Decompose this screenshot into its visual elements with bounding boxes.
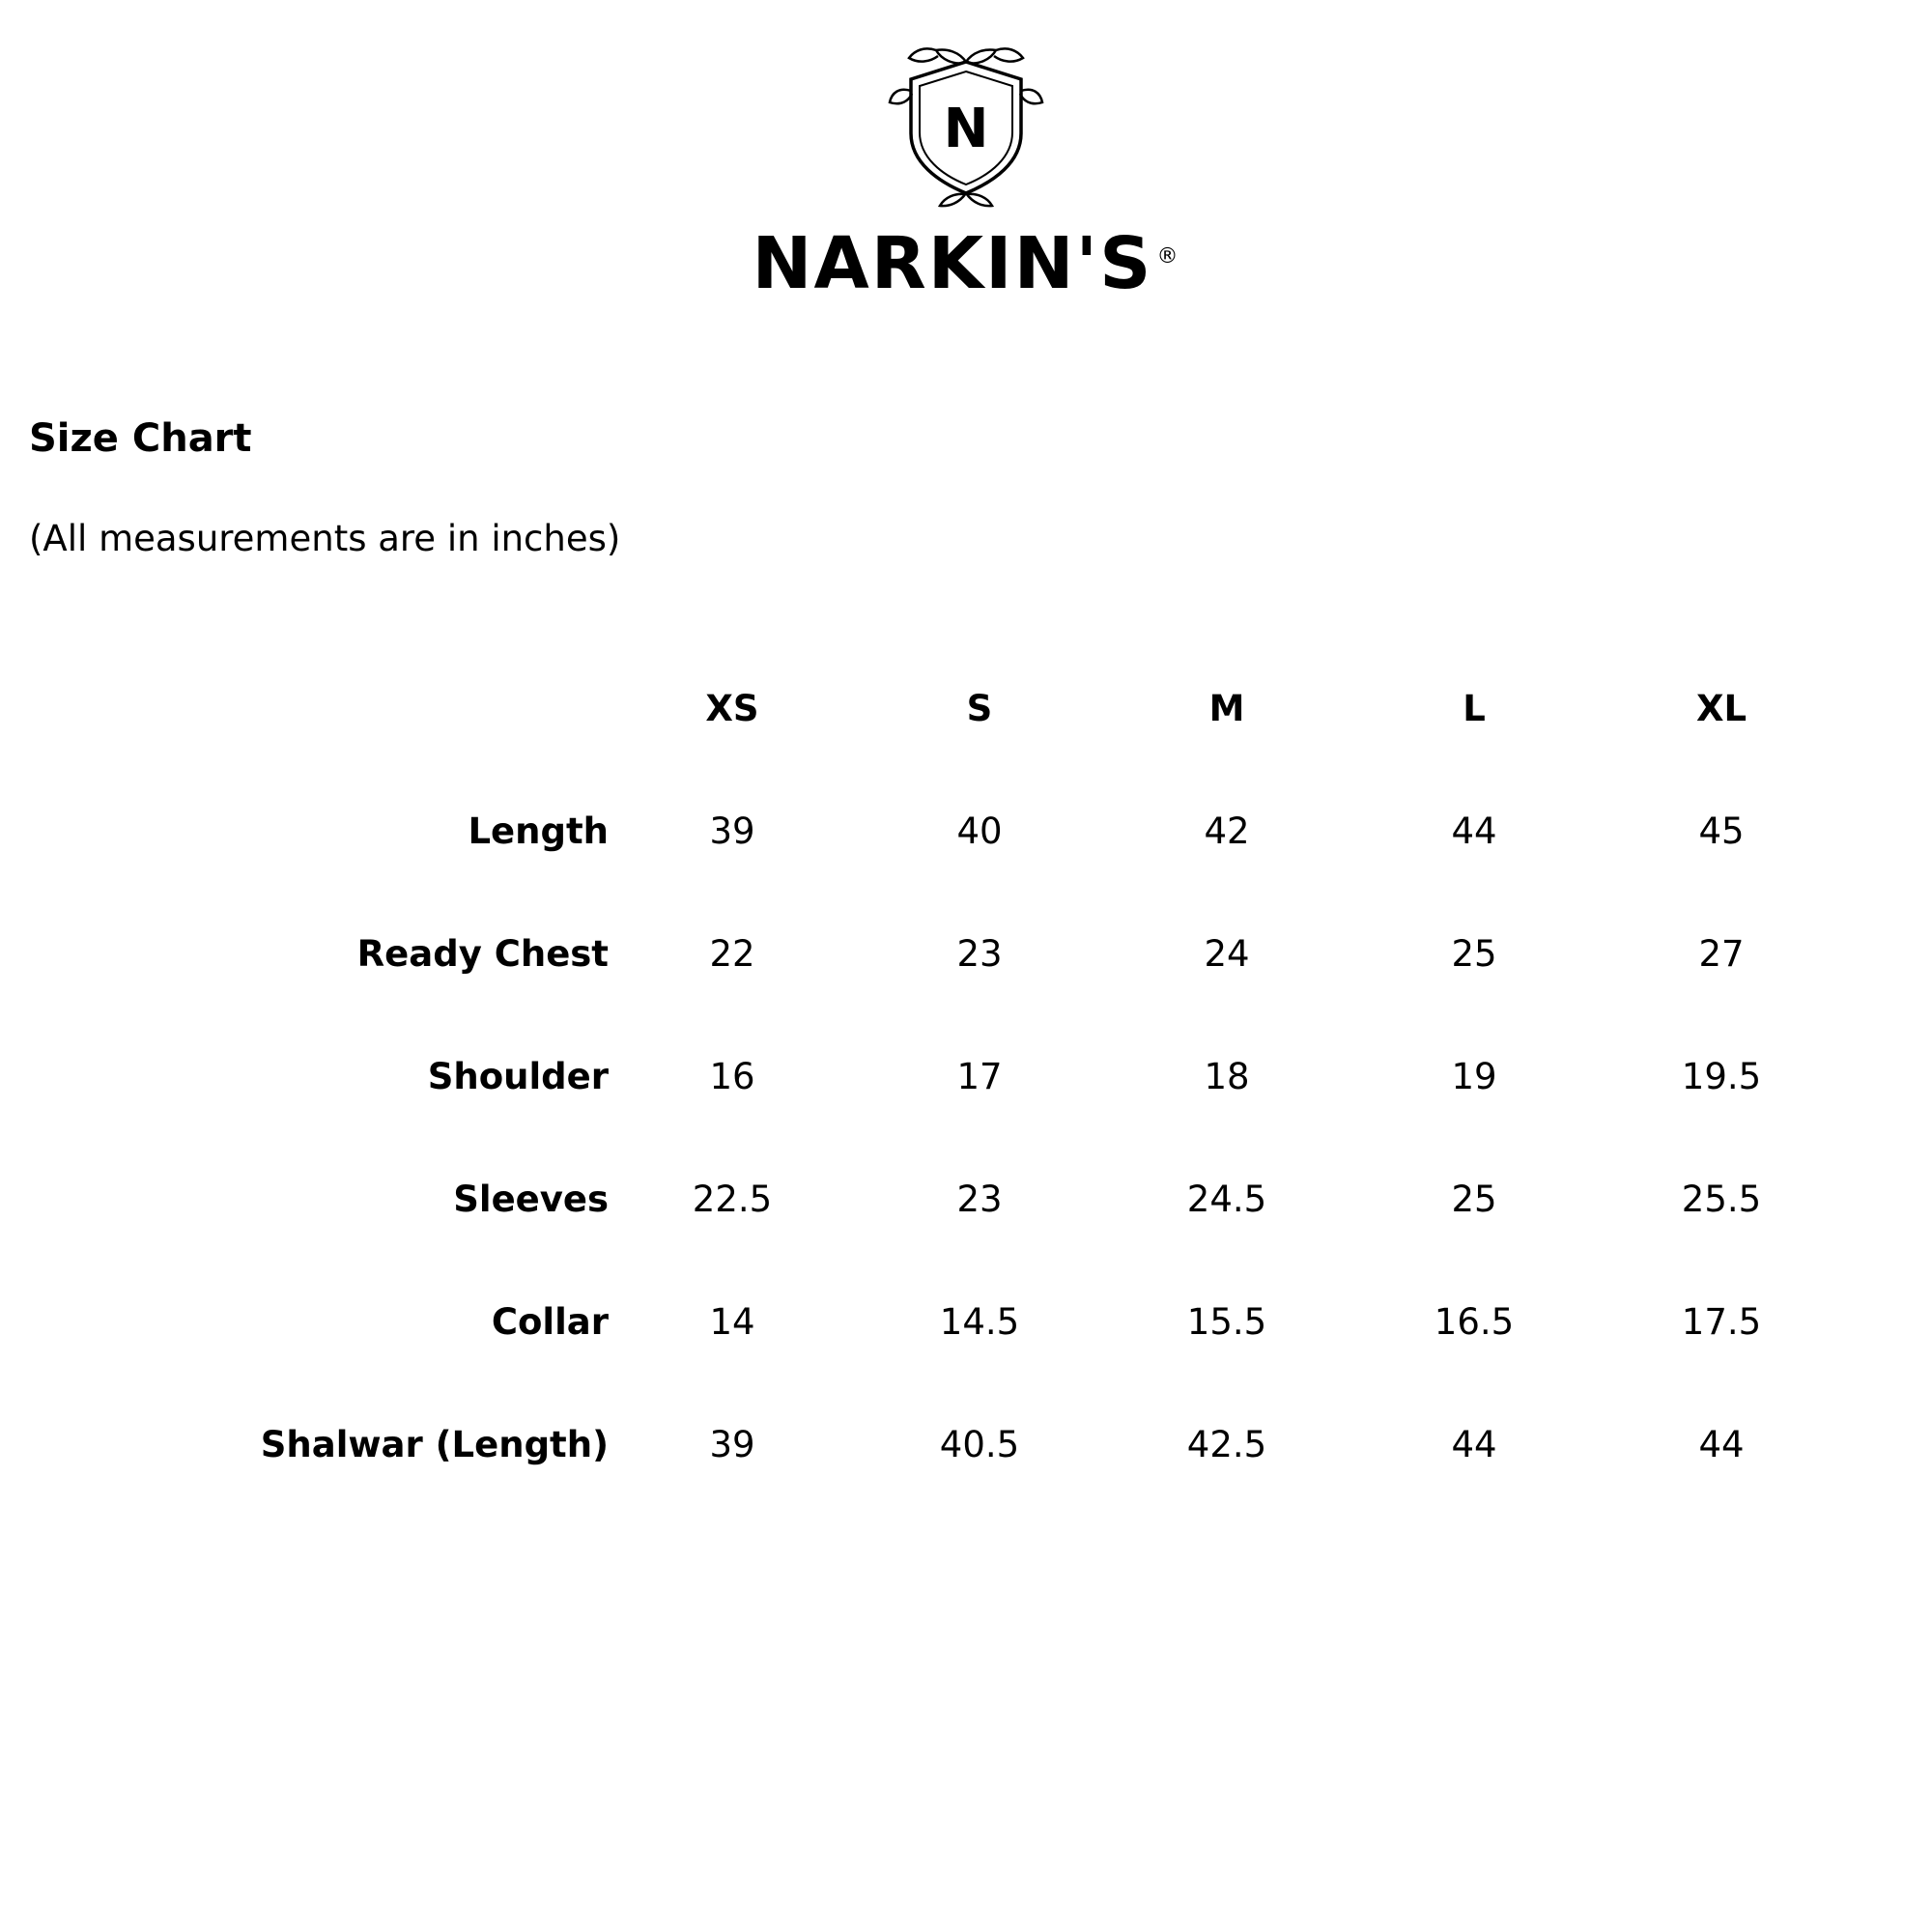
cell-shoulder-l: 19 xyxy=(1451,1056,1497,1098)
cell-shoulder-xs: 16 xyxy=(709,1056,755,1098)
cell-sleeves-xl: 25.5 xyxy=(1681,1179,1762,1221)
cell-shoulder-m: 18 xyxy=(1204,1056,1250,1098)
cell-ready-chest-xs: 22 xyxy=(709,933,755,976)
size-chart-table-wrapper xyxy=(0,647,1932,1506)
table-row xyxy=(29,893,1845,1015)
cell-shoulder-xl: 19.5 xyxy=(1681,1056,1762,1098)
cell-ready-chest-s: 23 xyxy=(956,933,1003,976)
row-label-ready-chest: Ready Chest xyxy=(356,933,609,976)
document-titles xyxy=(0,415,1932,560)
cell-collar-s: 14.5 xyxy=(939,1301,1020,1344)
table-body xyxy=(29,770,1845,1506)
cell-length-xs: 39 xyxy=(709,810,755,853)
table-row xyxy=(29,1015,1845,1138)
row-label-shalwar-length: Shalwar (Length) xyxy=(260,1424,609,1466)
cell-shalwar-length-l: 44 xyxy=(1451,1424,1497,1466)
cell-collar-xs: 14 xyxy=(709,1301,755,1344)
measurement-unit-note: (All measurements are in inches) xyxy=(29,518,621,559)
cell-sleeves-xs: 22.5 xyxy=(692,1179,773,1221)
page-title: Size Chart xyxy=(29,416,252,461)
table-row xyxy=(29,1138,1845,1261)
svg-text:N: N xyxy=(943,98,989,160)
cell-collar-xl: 17.5 xyxy=(1681,1301,1762,1344)
brand-name-text: NARKIN'S xyxy=(752,222,1153,305)
registered-mark: ® xyxy=(1156,244,1180,270)
row-label-sleeves: Sleeves xyxy=(453,1179,609,1221)
cell-collar-m: 15.5 xyxy=(1186,1301,1267,1344)
cell-sleeves-l: 25 xyxy=(1451,1179,1497,1221)
cell-shoulder-s: 17 xyxy=(956,1056,1003,1098)
size-chart-table xyxy=(29,647,1845,1506)
cell-ready-chest-xl: 27 xyxy=(1698,933,1745,976)
cell-length-xl: 45 xyxy=(1698,810,1745,853)
table-row xyxy=(29,1261,1845,1383)
cell-sleeves-m: 24.5 xyxy=(1186,1179,1267,1221)
column-header-xl: XL xyxy=(1695,688,1747,730)
row-label-collar: Collar xyxy=(491,1301,609,1344)
brand-wordmark xyxy=(752,222,1180,305)
row-label-shoulder: Shoulder xyxy=(427,1056,609,1098)
cell-ready-chest-m: 24 xyxy=(1204,933,1250,976)
column-header-s: S xyxy=(966,688,993,730)
cell-shalwar-length-xs: 39 xyxy=(709,1424,755,1466)
shield-crest-leaf-monogram-icon xyxy=(0,33,1932,220)
column-header-xs: XS xyxy=(705,688,759,730)
cell-shalwar-length-m: 42.5 xyxy=(1186,1424,1267,1466)
cell-sleeves-s: 23 xyxy=(956,1179,1003,1221)
cell-length-l: 44 xyxy=(1451,810,1497,853)
brand-header xyxy=(0,0,1932,305)
table-corner-cell xyxy=(29,647,609,770)
cell-shalwar-length-xl: 44 xyxy=(1698,1424,1745,1466)
cell-length-m: 42 xyxy=(1204,810,1250,853)
cell-collar-l: 16.5 xyxy=(1434,1301,1515,1344)
column-header-m: M xyxy=(1208,688,1245,730)
column-header-l: L xyxy=(1463,688,1486,730)
cell-length-s: 40 xyxy=(956,810,1003,853)
table-row xyxy=(29,770,1845,893)
cell-shalwar-length-s: 40.5 xyxy=(939,1424,1020,1466)
row-label-length: Length xyxy=(468,810,609,853)
table-head xyxy=(29,647,1845,770)
table-row xyxy=(29,1383,1845,1506)
cell-ready-chest-l: 25 xyxy=(1451,933,1497,976)
table-header-row xyxy=(29,647,1845,770)
